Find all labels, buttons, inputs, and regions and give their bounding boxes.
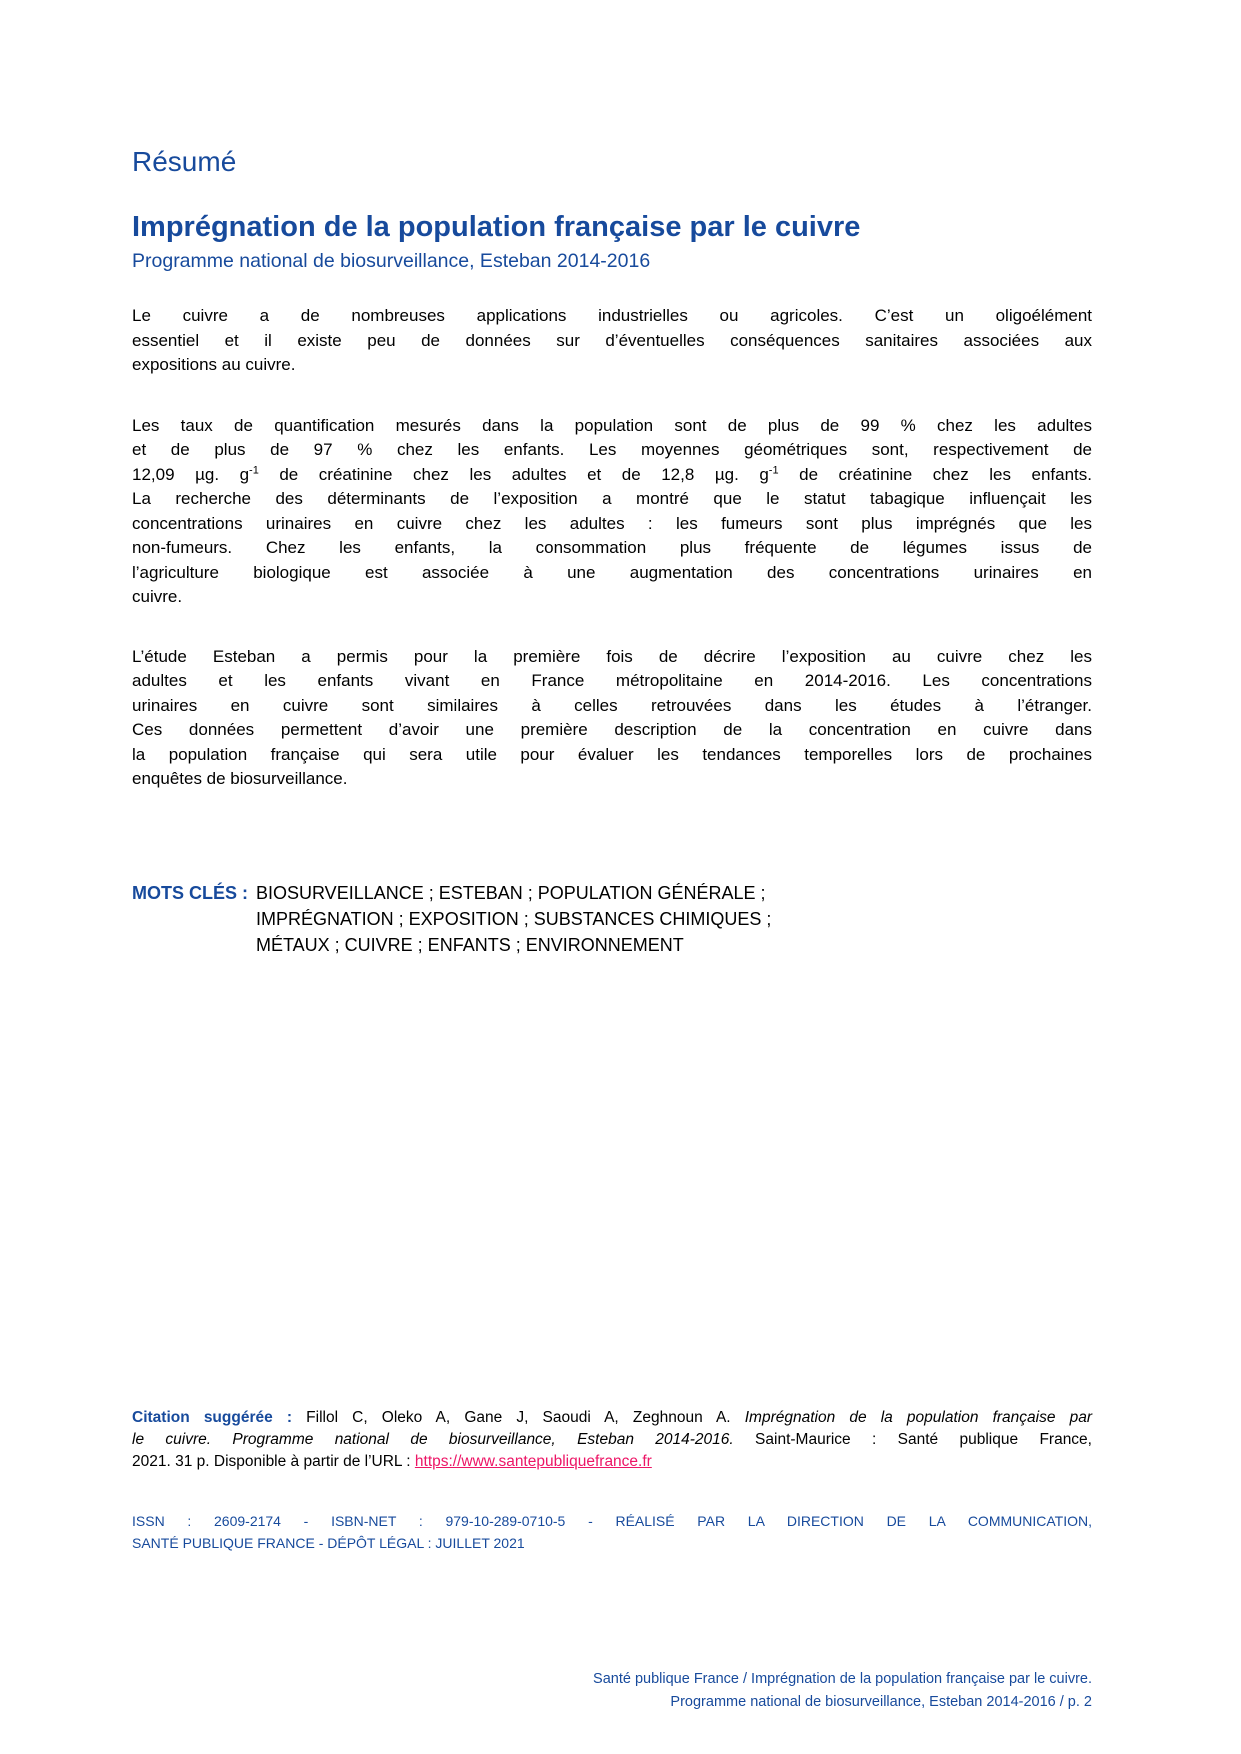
paragraph-intro <box>132 304 1092 378</box>
section-title: Résumé <box>132 146 237 177</box>
citation-availability: 2021. 31 p. Disponible à partir de l’URL : <box>132 1453 415 1470</box>
superscript-exponent: -1 <box>768 463 779 476</box>
citation-line <box>132 1429 1092 1451</box>
paragraph-conclusion <box>132 645 1092 792</box>
citation-title-italic: le cuivre. Programme national de biosurveillance, Esteban 2014-2016. <box>132 1431 734 1448</box>
text-line: Ces données permettent d’avoir une première description de la concentration en cuivre dans <box>132 720 1092 739</box>
issn-line: SANTÉ PUBLIQUE FRANCE - DÉPÔT LÉGAL : JUILLET 2021 <box>132 1535 525 1551</box>
text-line: concentrations urinaires en cuivre chez les adultes : les fumeurs sont plus imprégnés que les <box>132 513 1092 533</box>
page-footer <box>132 1668 1092 1714</box>
report-title: Imprégnation de la population française par le cuivre <box>132 211 861 243</box>
text-line: cuivre. <box>132 587 183 606</box>
text-line: et de plus de 97 % chez les enfants. Les moyennes géométriques sont, respectivement de <box>132 440 1092 459</box>
text-line: essentiel et il existe peu de données sur d’éventuelles conséquences sanitaires associées aux <box>132 330 1092 350</box>
citation-title-italic: Imprégnation de la population française par <box>744 1409 1092 1426</box>
citation-label: Citation suggérée : <box>132 1409 293 1426</box>
issn-line: ISSN : 2609-2174 - ISBN-NET : 979-10-289-0710-5 - RÉALISÉ PAR LA DIRECTION DE LA COMMUNICATION, <box>132 1513 1092 1529</box>
report-subtitle: Programme national de biosurveillance, Esteban 2014-2016 <box>132 250 651 272</box>
text-line <box>132 463 1092 488</box>
text-segment: de créatinine chez les enfants. <box>778 464 1092 484</box>
citation-line <box>132 1451 1092 1473</box>
text-line: l’agriculture biologique est associée à une augmentation des concentrations urinaires en <box>132 562 1092 582</box>
text-segment: 12,09 µg. g <box>132 464 250 484</box>
citation-line <box>132 1407 1092 1429</box>
keywords-label: MOTS CLÉS : <box>132 882 248 903</box>
footer-line: Programme national de biosurveillance, Esteban 2014-2016 / p. 2 <box>670 1694 1092 1710</box>
keywords-line: MÉTAUX ; CUIVRE ; ENFANTS ; ENVIRONNEMENT <box>256 934 684 955</box>
footer-line: Santé publique France / Imprégnation de la population française par le cuivre. <box>593 1671 1092 1687</box>
keywords-block <box>132 880 1092 958</box>
text-line: La recherche des déterminants de l’exposition a montré que le statut tabagique influençait les <box>132 489 1092 508</box>
text-line: Le cuivre a de nombreuses applications industrielles ou agricoles. C’est un oligoélément <box>132 306 1092 325</box>
citation-authors: Fillol C, Oleko A, Gane J, Saoudi A, Zeghnoun A. <box>292 1409 745 1426</box>
citation-block <box>132 1407 1092 1473</box>
keywords-line: BIOSURVEILLANCE ; ESTEBAN ; POPULATION GÉNÉRALE ; <box>256 882 766 903</box>
text-line: adultes et les enfants vivant en France métropolitaine en 2014-2016. Les concentrations <box>132 671 1092 690</box>
text-line: non-fumeurs. Chez les enfants, la consommation plus fréquente de légumes issus de <box>132 538 1092 557</box>
text-line: Les taux de quantification mesurés dans la population sont de plus de 99 % chez les adultes <box>132 415 1092 435</box>
superscript-exponent: -1 <box>249 463 259 476</box>
text-line: urinaires en cuivre sont similaires à celles retrouvées dans les études à l’étranger. <box>132 695 1092 715</box>
citation-publisher: Saint-Maurice : Santé publique France, <box>733 1431 1092 1448</box>
text-line: enquêtes de biosurveillance. <box>132 769 348 788</box>
text-line: la population française qui sera utile pour évaluer les tendances temporelles lors de prochaines <box>132 744 1092 764</box>
keywords-line: IMPRÉGNATION ; EXPOSITION ; SUBSTANCES CHIMIQUES ; <box>256 908 772 929</box>
text-line: L’étude Esteban a permis pour la première fois de décrire l’exposition au cuivre chez les <box>132 646 1092 666</box>
issn-block <box>132 1510 1092 1554</box>
spf-url-link[interactable]: https://www.santepubliquefrance.fr <box>414 1453 652 1470</box>
text-segment: de créatinine chez les adultes et de 12,8 µg. g <box>258 464 769 484</box>
keywords-list <box>256 880 771 958</box>
paragraph-results <box>132 414 1092 610</box>
text-line: expositions au cuivre. <box>132 355 296 374</box>
